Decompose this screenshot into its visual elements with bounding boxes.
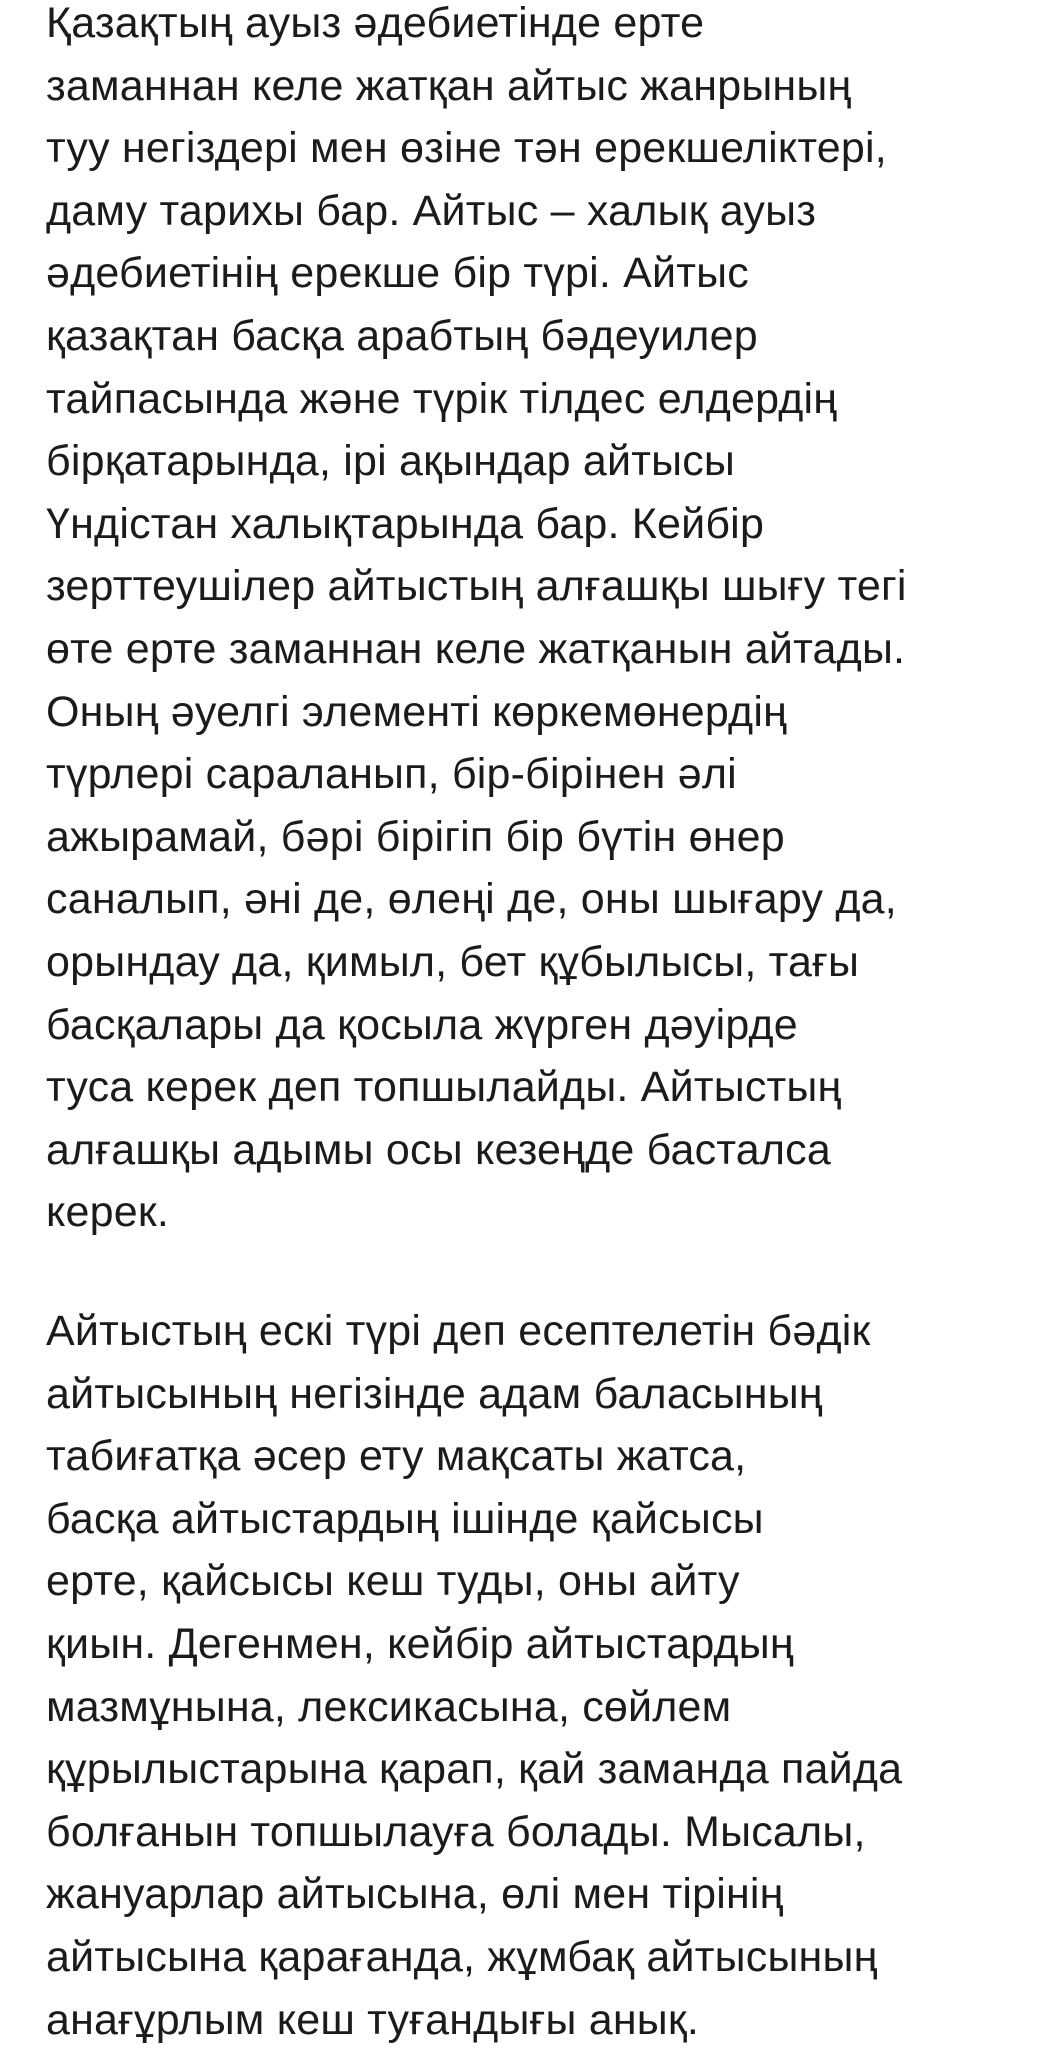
text-line: Айтыстың ескі түрі деп есептелетін бәдік	[46, 1307, 871, 1355]
text-line: қиын. Дегенмен, кейбір айтыстардың	[46, 1619, 794, 1668]
text-line: керек.	[46, 1188, 169, 1237]
text-line: тайпасында және түрік тілдес елдердің	[46, 374, 838, 423]
text-line: басқалары да қосыла жүрген дәуірде	[46, 1000, 798, 1049]
text-line: айтысына қарағанда, жұмбақ айтысының	[46, 1932, 878, 1981]
text-line: туса керек деп топшылайды. Айтыстың	[46, 1063, 842, 1112]
text-line: алғашқы адымы осы кезеңде басталса	[46, 1125, 831, 1174]
text-line: басқа айтыстардың ішінде қайсысы	[46, 1494, 764, 1543]
text-line: Үндістан халықтарында бар. Кейбір	[46, 499, 765, 548]
paragraph-2	[46, 1300, 902, 2051]
text-line: табиғатқа әсер ету мақсаты жатса,	[46, 1432, 747, 1481]
text-line: жануарлар айтысына, өлі мен тірінің	[46, 1870, 784, 1919]
text-line: айтысының негізінде адам баласының	[46, 1369, 823, 1418]
text-line: болғанын топшылауға болады. Мысалы,	[46, 1807, 866, 1856]
text-line: орындау да, қимыл, бет құбылысы, тағы	[46, 937, 860, 986]
text-line: Оның әуелгі элементі көркемөнердің	[46, 687, 788, 736]
text-line: зерттеушілер айтыстың алғашқы шығу тегі	[46, 562, 907, 611]
text-line: қазақтан басқа арабтың бәдеуилер	[46, 311, 758, 360]
text-line: әдебиетінің ерекше бір түрі. Айтыс	[46, 249, 749, 298]
text-line: мазмұнына, лексикасына, сөйлем	[46, 1682, 732, 1731]
text-line: Қазақтың ауыз әдебиетінде ерте	[46, 0, 705, 47]
text-line: түрлері сараланып, бір-бірінен әлі	[46, 750, 737, 799]
text-line: өте ерте заманнан келе жатқанын айтады.	[46, 624, 906, 673]
text-line: заманнан келе жатқан айтыс жанрының	[46, 61, 852, 110]
paragraph-1	[46, 0, 907, 1244]
text-line: анағұрлым кеш туғандығы анық.	[46, 1995, 700, 2044]
text-line: туу негіздері мен өзіне тән ерекшеліктері,	[46, 124, 887, 173]
text-line: ерте, қайсысы кеш туды, оны айту	[46, 1557, 740, 1606]
text-line: бірқатарында, ірі ақындар айтысы	[46, 437, 736, 486]
text-line: даму тарихы бар. Айтыс – халық ауыз	[46, 186, 817, 235]
text-line: ажырамай, бәрі бірігіп бір бүтін өнер	[46, 812, 785, 861]
text-line: құрылыстарына қарап, қай заманда пайда	[46, 1745, 903, 1794]
text-line: саналып, әні де, өлеңі де, оны шығару да,	[46, 875, 897, 924]
